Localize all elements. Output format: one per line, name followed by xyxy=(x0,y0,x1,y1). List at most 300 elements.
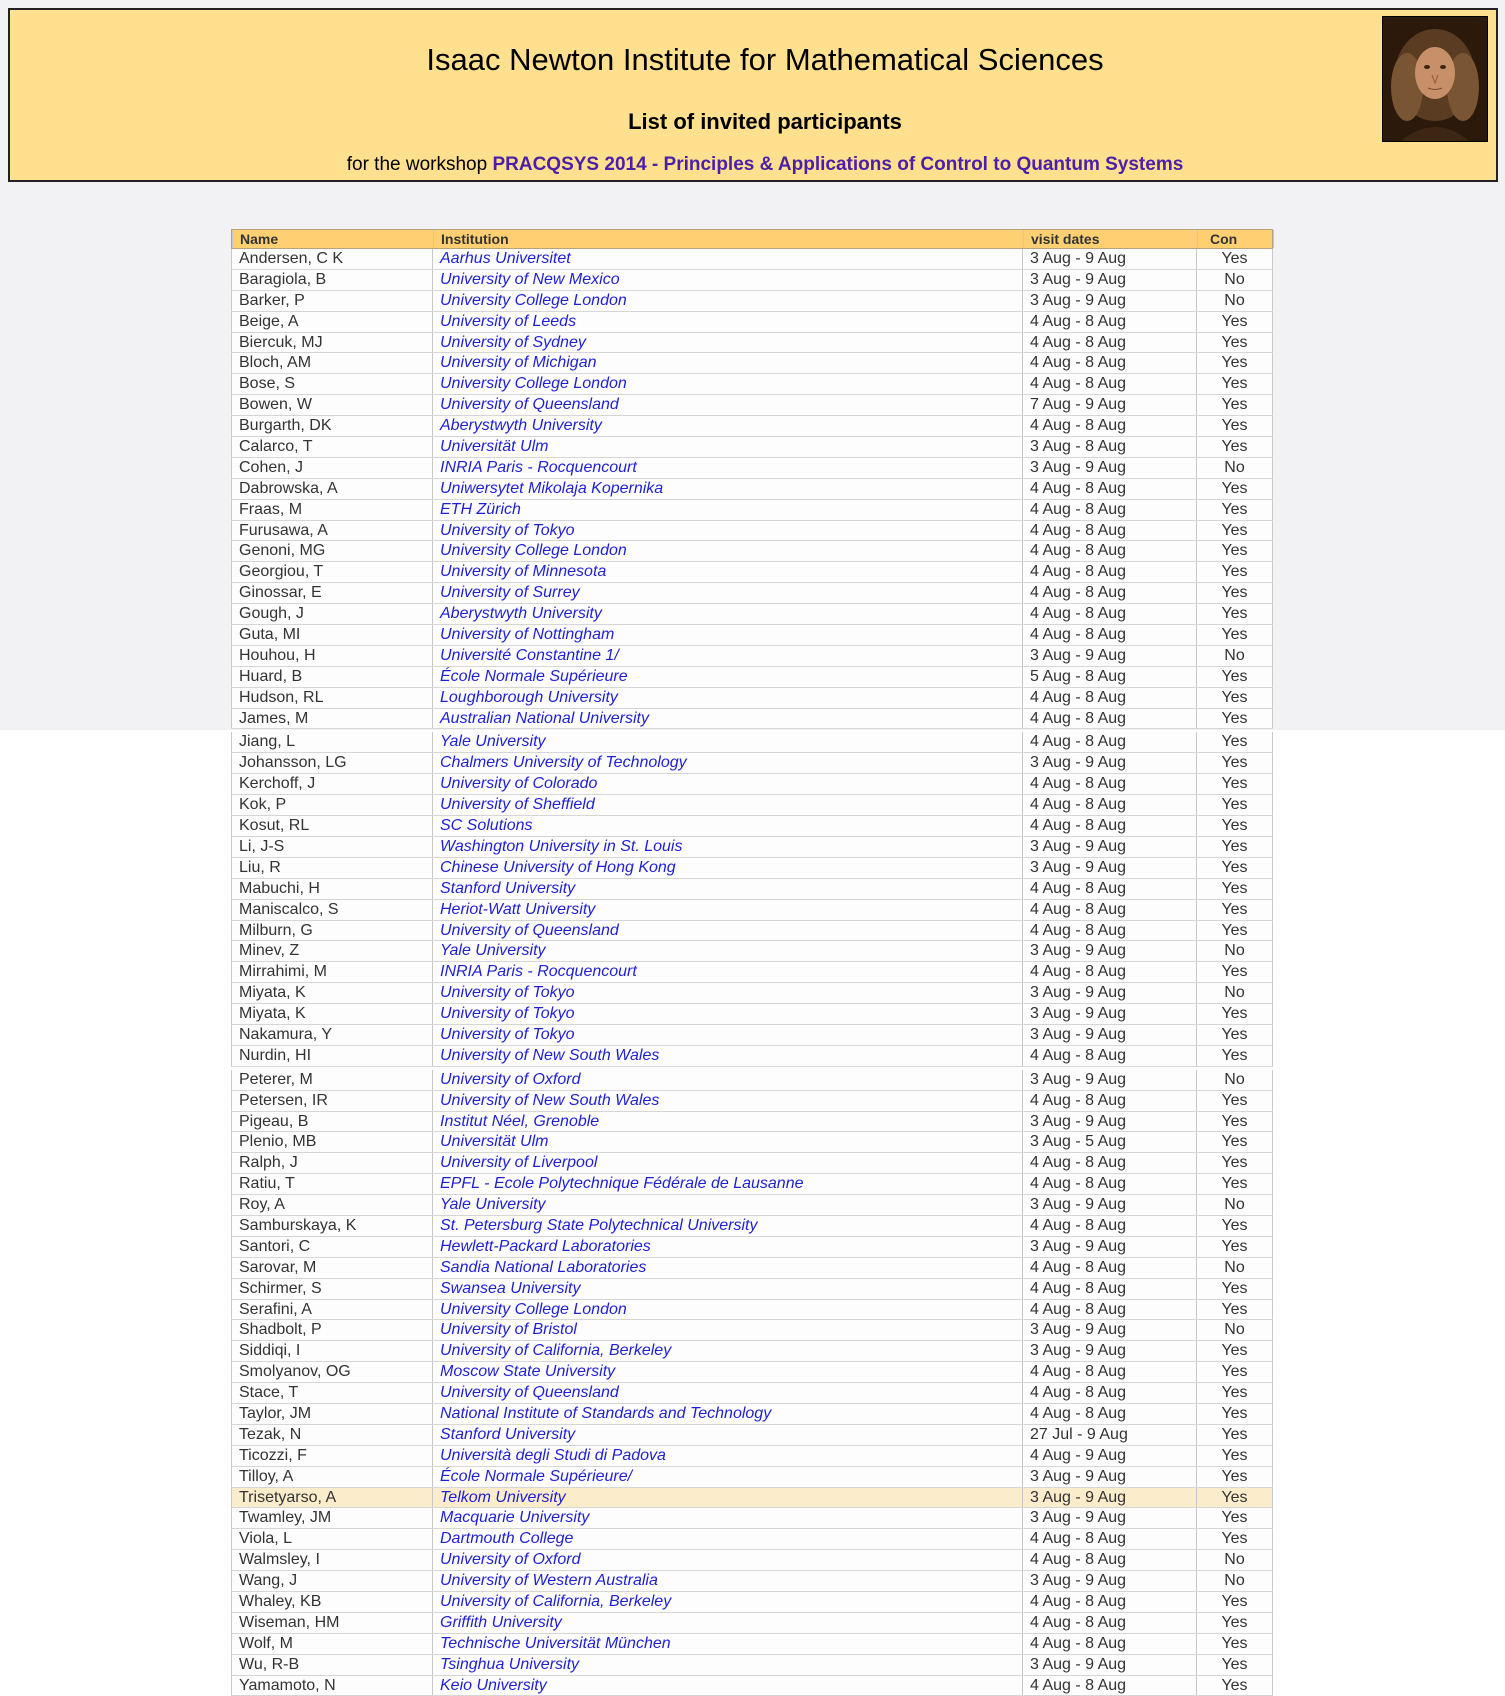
participant-name: Li, J-S xyxy=(231,837,433,857)
table-row xyxy=(231,1132,1273,1153)
participant-name: Shadbolt, P xyxy=(231,1320,433,1340)
table-row xyxy=(231,1112,1273,1133)
visit-dates: 3 Aug - 9 Aug xyxy=(1023,1571,1197,1591)
con-status: Yes xyxy=(1197,249,1273,269)
visit-dates: 4 Aug - 8 Aug xyxy=(1023,353,1197,373)
institution-link[interactable]: University of New South Wales xyxy=(433,1091,1023,1111)
con-status: No xyxy=(1197,941,1273,961)
visit-dates: 4 Aug - 8 Aug xyxy=(1023,1046,1197,1066)
institution-link[interactable]: University College London xyxy=(433,374,1023,394)
participant-name: Maniscalco, S xyxy=(231,900,433,920)
visit-dates: 4 Aug - 8 Aug xyxy=(1023,1634,1197,1654)
participant-name: Bowen, W xyxy=(231,395,433,415)
con-status: Yes xyxy=(1197,688,1273,708)
visit-dates: 4 Aug - 8 Aug xyxy=(1023,312,1197,332)
visit-dates: 4 Aug - 8 Aug xyxy=(1023,1174,1197,1194)
visit-dates: 3 Aug - 9 Aug xyxy=(1023,1488,1197,1508)
participant-name: Jiang, L xyxy=(231,732,433,752)
institution-link[interactable]: Stanford University xyxy=(433,1425,1023,1445)
visit-dates: 3 Aug - 9 Aug xyxy=(1023,249,1197,269)
table-row xyxy=(231,479,1273,500)
participant-name: James, M xyxy=(231,709,433,729)
participant-name: Ratiu, T xyxy=(231,1174,433,1194)
participant-name: Guta, MI xyxy=(231,625,433,645)
institution-link[interactable]: Aberystwyth University xyxy=(433,604,1023,624)
institution-link[interactable]: Universität Ulm xyxy=(433,437,1023,457)
institution-link[interactable]: University of Colorado xyxy=(433,774,1023,794)
table-row xyxy=(231,270,1273,291)
institution-link[interactable]: University of California, Berkeley xyxy=(433,1592,1023,1612)
visit-dates: 3 Aug - 9 Aug xyxy=(1023,1004,1197,1024)
visit-dates: 27 Jul - 9 Aug xyxy=(1023,1425,1197,1445)
table-row xyxy=(231,1237,1273,1258)
participant-name: Viola, L xyxy=(231,1529,433,1549)
table-row xyxy=(231,374,1273,395)
institution-link[interactable]: Telkom University xyxy=(433,1488,1023,1508)
con-status: Yes xyxy=(1197,1488,1273,1508)
visit-dates: 3 Aug - 9 Aug xyxy=(1023,1341,1197,1361)
participant-name: Kerchoff, J xyxy=(231,774,433,794)
participant-name: Tilloy, A xyxy=(231,1467,433,1487)
participant-name: Wu, R-B xyxy=(231,1655,433,1675)
visit-dates: 3 Aug - 9 Aug xyxy=(1023,1467,1197,1487)
institution-link[interactable]: École Normale Supérieure xyxy=(433,667,1023,687)
institution-link[interactable]: Macquarie University xyxy=(433,1508,1023,1528)
institution-link[interactable]: EPFL - Ecole Polytechnique Fédérale de Lausanne xyxy=(433,1174,1023,1194)
page-subtitle: List of invited participants xyxy=(628,109,902,134)
institution-link[interactable]: Heriot-Watt University xyxy=(433,900,1023,920)
table-body xyxy=(231,249,1273,1696)
institution-link[interactable]: University College London xyxy=(433,291,1023,311)
institution-link[interactable]: University of Sydney xyxy=(433,333,1023,353)
visit-dates: 3 Aug - 9 Aug xyxy=(1023,1655,1197,1675)
institution-link[interactable]: Yale University xyxy=(433,941,1023,961)
participant-name: Walmsley, I xyxy=(231,1550,433,1570)
participant-name: Wolf, M xyxy=(231,1634,433,1654)
con-status: Yes xyxy=(1197,1655,1273,1675)
con-status: Yes xyxy=(1197,541,1273,561)
table-row xyxy=(231,249,1273,270)
participant-name: Nakamura, Y xyxy=(231,1025,433,1045)
institution-link[interactable]: University of California, Berkeley xyxy=(433,1341,1023,1361)
visit-dates: 3 Aug - 9 Aug xyxy=(1023,1237,1197,1257)
institution-link[interactable]: ETH Zürich xyxy=(433,500,1023,520)
visit-dates: 4 Aug - 8 Aug xyxy=(1023,500,1197,520)
table-row xyxy=(231,1613,1273,1634)
con-status: Yes xyxy=(1197,374,1273,394)
participant-name: Cohen, J xyxy=(231,458,433,478)
con-status: No xyxy=(1197,1070,1273,1090)
table-header-row xyxy=(231,229,1273,249)
con-status: Yes xyxy=(1197,1592,1273,1612)
visit-dates: 4 Aug - 8 Aug xyxy=(1023,1216,1197,1236)
table-row xyxy=(231,962,1273,983)
institution-link[interactable]: University of Tokyo xyxy=(433,521,1023,541)
con-status: Yes xyxy=(1197,1383,1273,1403)
table-row xyxy=(231,774,1273,795)
visit-dates: 3 Aug - 9 Aug xyxy=(1023,983,1197,1003)
con-status: No xyxy=(1197,1320,1273,1340)
con-status: Yes xyxy=(1197,562,1273,582)
table-row xyxy=(231,900,1273,921)
con-status: Yes xyxy=(1197,1467,1273,1487)
con-status: Yes xyxy=(1197,333,1273,353)
table-row xyxy=(231,562,1273,583)
table-row xyxy=(231,1004,1273,1025)
visit-dates: 4 Aug - 8 Aug xyxy=(1023,604,1197,624)
participant-name: Pigeau, B xyxy=(231,1112,433,1132)
visit-dates: 4 Aug - 8 Aug xyxy=(1023,816,1197,836)
table-row xyxy=(231,1341,1273,1362)
con-status: No xyxy=(1197,983,1273,1003)
visit-dates: 3 Aug - 9 Aug xyxy=(1023,1195,1197,1215)
newton-portrait-icon xyxy=(1382,16,1488,142)
con-status: Yes xyxy=(1197,816,1273,836)
visit-dates: 4 Aug - 8 Aug xyxy=(1023,688,1197,708)
participant-name: Minev, Z xyxy=(231,941,433,961)
con-status: Yes xyxy=(1197,437,1273,457)
visit-dates: 4 Aug - 8 Aug xyxy=(1023,1258,1197,1278)
participant-name: Genoni, MG xyxy=(231,541,433,561)
column-header-institution[interactable]: Institution xyxy=(434,230,1024,248)
participant-name: Barker, P xyxy=(231,291,433,311)
institution-link[interactable]: Sandia National Laboratories xyxy=(433,1258,1023,1278)
table-row xyxy=(231,753,1273,774)
institution-link[interactable]: Institut Néel, Grenoble xyxy=(433,1112,1023,1132)
participant-name: Stace, T xyxy=(231,1383,433,1403)
institution-link[interactable]: Swansea University xyxy=(433,1279,1023,1299)
page-title: Isaac Newton Institute for Mathematical Sciences xyxy=(426,42,1104,77)
table-row xyxy=(231,521,1273,542)
column-header-name[interactable]: Name xyxy=(232,230,434,248)
con-status: Yes xyxy=(1197,1634,1273,1654)
institution-link[interactable]: Keio University xyxy=(433,1676,1023,1696)
visit-dates: 4 Aug - 8 Aug xyxy=(1023,921,1197,941)
visit-dates: 4 Aug - 8 Aug xyxy=(1023,709,1197,729)
participant-name: Biercuk, MJ xyxy=(231,333,433,353)
table-row xyxy=(231,625,1273,646)
participant-name: Wang, J xyxy=(231,1571,433,1591)
con-status: Yes xyxy=(1197,1025,1273,1045)
table-row xyxy=(231,688,1273,709)
visit-dates: 3 Aug - 9 Aug xyxy=(1023,1025,1197,1045)
institution-link[interactable]: Stanford University xyxy=(433,879,1023,899)
institution-link[interactable]: Chalmers University of Technology xyxy=(433,753,1023,773)
table-row xyxy=(231,879,1273,900)
table-row xyxy=(231,437,1273,458)
table-row xyxy=(231,1571,1273,1592)
institution-link[interactable]: University of Minnesota xyxy=(433,562,1023,582)
participant-name: Twamley, JM xyxy=(231,1508,433,1528)
table-row xyxy=(231,983,1273,1004)
visit-dates: 3 Aug - 9 Aug xyxy=(1023,1508,1197,1528)
con-status: Yes xyxy=(1197,500,1273,520)
institution-link[interactable]: Yale University xyxy=(433,732,1023,752)
con-status: No xyxy=(1197,1195,1273,1215)
participant-name: Dabrowska, A xyxy=(231,479,433,499)
con-status: No xyxy=(1197,1571,1273,1591)
con-status: Yes xyxy=(1197,395,1273,415)
column-header-con[interactable]: Con xyxy=(1198,230,1274,248)
institution-link[interactable]: University of Michigan xyxy=(433,353,1023,373)
table-row xyxy=(231,1279,1273,1300)
con-status: Yes xyxy=(1197,837,1273,857)
con-status: Yes xyxy=(1197,604,1273,624)
con-status: Yes xyxy=(1197,1132,1273,1152)
institution-link[interactable]: University of Bristol xyxy=(433,1320,1023,1340)
table-row xyxy=(231,1488,1273,1509)
institution-link[interactable]: Université Constantine 1/ xyxy=(433,646,1023,666)
visit-dates: 4 Aug - 8 Aug xyxy=(1023,774,1197,794)
participant-name: Mirrahimi, M xyxy=(231,962,433,982)
participant-name: Wiseman, HM xyxy=(231,1613,433,1633)
participant-name: Taylor, JM xyxy=(231,1404,433,1424)
institute-header xyxy=(8,8,1498,182)
table-row xyxy=(231,1529,1273,1550)
participant-name: Tezak, N xyxy=(231,1425,433,1445)
table-row xyxy=(231,1174,1273,1195)
participant-name: Santori, C xyxy=(231,1237,433,1257)
visit-dates: 4 Aug - 8 Aug xyxy=(1023,1279,1197,1299)
participant-name: Mabuchi, H xyxy=(231,879,433,899)
institution-link[interactable]: Loughborough University xyxy=(433,688,1023,708)
visit-dates: 4 Aug - 8 Aug xyxy=(1023,1550,1197,1570)
con-status: No xyxy=(1197,291,1273,311)
table-row xyxy=(231,458,1273,479)
con-status: No xyxy=(1197,1258,1273,1278)
institution-link[interactable]: Università degli Studi di Padova xyxy=(433,1446,1023,1466)
con-status: Yes xyxy=(1197,858,1273,878)
institution-link[interactable]: Moscow State University xyxy=(433,1362,1023,1382)
institution-link[interactable]: Universität Ulm xyxy=(433,1132,1023,1152)
institution-link[interactable]: INRIA Paris - Rocquencourt xyxy=(433,458,1023,478)
institution-link[interactable]: University of New Mexico xyxy=(433,270,1023,290)
participant-name: Fraas, M xyxy=(231,500,433,520)
participant-name: Liu, R xyxy=(231,858,433,878)
con-status: Yes xyxy=(1197,1237,1273,1257)
participant-name: Gough, J xyxy=(231,604,433,624)
institution-link[interactable]: National Institute of Standards and Technology xyxy=(433,1404,1023,1424)
table-row xyxy=(231,1070,1273,1091)
institution-link[interactable]: Chinese University of Hong Kong xyxy=(433,858,1023,878)
participant-name: Burgarth, DK xyxy=(231,416,433,436)
institution-link[interactable]: Yale University xyxy=(433,1195,1023,1215)
table-row xyxy=(231,1467,1273,1488)
table-row xyxy=(231,816,1273,837)
visit-dates: 5 Aug - 8 Aug xyxy=(1023,667,1197,687)
participant-name: Yamamoto, N xyxy=(231,1676,433,1696)
participant-name: Ticozzi, F xyxy=(231,1446,433,1466)
institution-link[interactable]: University College London xyxy=(433,541,1023,561)
institution-link[interactable]: University of Queensland xyxy=(433,395,1023,415)
table-row xyxy=(231,732,1273,753)
table-row xyxy=(231,921,1273,942)
visit-dates: 4 Aug - 8 Aug xyxy=(1023,625,1197,645)
participant-name: Sarovar, M xyxy=(231,1258,433,1278)
con-status: Yes xyxy=(1197,1529,1273,1549)
institution-link[interactable]: Aberystwyth University xyxy=(433,416,1023,436)
institution-link[interactable]: Aarhus Universitet xyxy=(433,249,1023,269)
visit-dates: 3 Aug - 9 Aug xyxy=(1023,1320,1197,1340)
workshop-link[interactable]: PRACQSYS 2014 - Principles & Applications of Control to Quantum Systems xyxy=(492,154,1184,175)
con-status: Yes xyxy=(1197,479,1273,499)
table-row xyxy=(231,1153,1273,1174)
con-status: Yes xyxy=(1197,1300,1273,1320)
con-status: Yes xyxy=(1197,1004,1273,1024)
visit-dates: 3 Aug - 9 Aug xyxy=(1023,941,1197,961)
con-status: No xyxy=(1197,458,1273,478)
table-row xyxy=(231,312,1273,333)
participant-name: Trisetyarso, A xyxy=(231,1488,433,1508)
con-status: Yes xyxy=(1197,1362,1273,1382)
visit-dates: 4 Aug - 8 Aug xyxy=(1023,374,1197,394)
con-status: Yes xyxy=(1197,625,1273,645)
table-row xyxy=(231,333,1273,354)
visit-dates: 4 Aug - 8 Aug xyxy=(1023,962,1197,982)
institution-link[interactable]: University of Tokyo xyxy=(433,1025,1023,1045)
institution-link[interactable]: University of New South Wales xyxy=(433,1046,1023,1066)
institution-link[interactable]: University of Surrey xyxy=(433,583,1023,603)
participant-name: Andersen, C K xyxy=(231,249,433,269)
con-status: Yes xyxy=(1197,921,1273,941)
visit-dates: 3 Aug - 8 Aug xyxy=(1023,437,1197,457)
workshop-prefix: for the workshop xyxy=(346,154,488,175)
institution-link[interactable]: University of Leeds xyxy=(433,312,1023,332)
visit-dates: 4 Aug - 8 Aug xyxy=(1023,333,1197,353)
institution-link[interactable]: University of Western Australia xyxy=(433,1571,1023,1591)
table-row xyxy=(231,1425,1273,1446)
institution-link[interactable]: University of Liverpool xyxy=(433,1153,1023,1173)
visit-dates: 3 Aug - 9 Aug xyxy=(1023,458,1197,478)
institution-link[interactable]: Uniwersytet Mikolaja Kopernika xyxy=(433,479,1023,499)
table-row xyxy=(231,1383,1273,1404)
con-status: Yes xyxy=(1197,1425,1273,1445)
table-row xyxy=(231,1320,1273,1341)
institution-link[interactable]: SC Solutions xyxy=(433,816,1023,836)
participant-name: Miyata, K xyxy=(231,983,433,1003)
visit-dates: 4 Aug - 8 Aug xyxy=(1023,1613,1197,1633)
table-row xyxy=(231,709,1273,730)
institution-link[interactable]: Hewlett-Packard Laboratories xyxy=(433,1237,1023,1257)
visit-dates: 4 Aug - 8 Aug xyxy=(1023,416,1197,436)
visit-dates: 4 Aug - 8 Aug xyxy=(1023,732,1197,752)
table-row xyxy=(231,795,1273,816)
visit-dates: 4 Aug - 8 Aug xyxy=(1023,1362,1197,1382)
table-row xyxy=(231,667,1273,688)
participant-name: Miyata, K xyxy=(231,1004,433,1024)
participant-name: Ralph, J xyxy=(231,1153,433,1173)
institution-link[interactable]: Dartmouth College xyxy=(433,1529,1023,1549)
participant-name: Calarco, T xyxy=(231,437,433,457)
institution-link[interactable]: University of Tokyo xyxy=(433,1004,1023,1024)
table-row xyxy=(231,941,1273,962)
con-status: Yes xyxy=(1197,1091,1273,1111)
participant-name: Peterer, M xyxy=(231,1070,433,1090)
participant-name: Baragiola, B xyxy=(231,270,433,290)
institution-link[interactable]: INRIA Paris - Rocquencourt xyxy=(433,962,1023,982)
institution-link[interactable]: Technische Universität München xyxy=(433,1634,1023,1654)
institution-link[interactable]: University of Oxford xyxy=(433,1550,1023,1570)
visit-dates: 4 Aug - 8 Aug xyxy=(1023,583,1197,603)
participant-name: Plenio, MB xyxy=(231,1132,433,1152)
participant-name: Nurdin, HI xyxy=(231,1046,433,1066)
table-row xyxy=(231,1216,1273,1237)
table-row xyxy=(231,1258,1273,1279)
con-status: No xyxy=(1197,1550,1273,1570)
participant-name: Bloch, AM xyxy=(231,353,433,373)
table-row xyxy=(231,1592,1273,1613)
table-row xyxy=(231,837,1273,858)
institution-link[interactable]: University of Sheffield xyxy=(433,795,1023,815)
institution-link[interactable]: University of Queensland xyxy=(433,921,1023,941)
participant-name: Houhou, H xyxy=(231,646,433,666)
con-status: Yes xyxy=(1197,1508,1273,1528)
visit-dates: 4 Aug - 8 Aug xyxy=(1023,1529,1197,1549)
institution-link[interactable]: Tsinghua University xyxy=(433,1655,1023,1675)
table-row xyxy=(231,500,1273,521)
visit-dates: 3 Aug - 9 Aug xyxy=(1023,270,1197,290)
institution-link[interactable]: St. Petersburg State Polytechnical University xyxy=(433,1216,1023,1236)
visit-dates: 4 Aug - 8 Aug xyxy=(1023,479,1197,499)
institution-link[interactable]: University of Oxford xyxy=(433,1070,1023,1090)
visit-dates: 3 Aug - 5 Aug xyxy=(1023,1132,1197,1152)
con-status: Yes xyxy=(1197,1174,1273,1194)
participant-name: Serafini, A xyxy=(231,1300,433,1320)
institution-link[interactable]: University College London xyxy=(433,1300,1023,1320)
con-status: No xyxy=(1197,270,1273,290)
con-status: Yes xyxy=(1197,709,1273,729)
visit-dates: 4 Aug - 9 Aug xyxy=(1023,1446,1197,1466)
table-row xyxy=(231,1655,1273,1676)
column-header-visit-dates[interactable]: visit dates xyxy=(1024,230,1198,248)
participant-name: Smolyanov, OG xyxy=(231,1362,433,1382)
participants-table xyxy=(231,229,1273,1696)
institution-link[interactable]: University of Nottingham xyxy=(433,625,1023,645)
table-row xyxy=(231,1362,1273,1383)
institution-link[interactable]: Washington University in St. Louis xyxy=(433,837,1023,857)
participant-name: Whaley, KB xyxy=(231,1592,433,1612)
institution-link[interactable]: Griffith University xyxy=(433,1613,1023,1633)
institution-link[interactable]: École Normale Supérieure/ xyxy=(433,1467,1023,1487)
participant-name: Petersen, IR xyxy=(231,1091,433,1111)
participant-name: Ginossar, E xyxy=(231,583,433,603)
table-row xyxy=(231,1404,1273,1425)
participant-name: Kosut, RL xyxy=(231,816,433,836)
participant-name: Hudson, RL xyxy=(231,688,433,708)
visit-dates: 4 Aug - 8 Aug xyxy=(1023,1091,1197,1111)
table-row xyxy=(231,646,1273,667)
participant-name: Huard, B xyxy=(231,667,433,687)
visit-dates: 3 Aug - 9 Aug xyxy=(1023,1070,1197,1090)
table-row xyxy=(231,1634,1273,1655)
con-status: Yes xyxy=(1197,962,1273,982)
institution-link[interactable]: University of Tokyo xyxy=(433,983,1023,1003)
visit-dates: 4 Aug - 8 Aug xyxy=(1023,1592,1197,1612)
institution-link[interactable]: Australian National University xyxy=(433,709,1023,729)
visit-dates: 3 Aug - 9 Aug xyxy=(1023,291,1197,311)
visit-dates: 4 Aug - 8 Aug xyxy=(1023,1300,1197,1320)
con-status: Yes xyxy=(1197,1341,1273,1361)
table-row xyxy=(231,353,1273,374)
visit-dates: 4 Aug - 8 Aug xyxy=(1023,1404,1197,1424)
con-status: Yes xyxy=(1197,1216,1273,1236)
table-row xyxy=(231,541,1273,562)
institution-link[interactable]: University of Queensland xyxy=(433,1383,1023,1403)
participant-name: Schirmer, S xyxy=(231,1279,433,1299)
participant-name: Bose, S xyxy=(231,374,433,394)
visit-dates: 4 Aug - 8 Aug xyxy=(1023,900,1197,920)
table-row xyxy=(231,1025,1273,1046)
